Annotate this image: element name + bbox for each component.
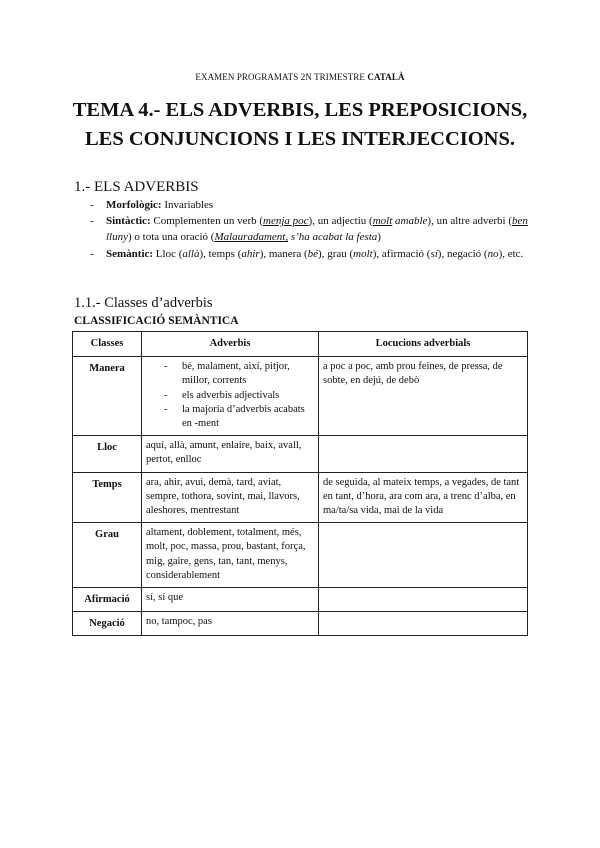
text-fragment: ), etc. xyxy=(498,247,524,260)
table-row-negacio xyxy=(73,612,528,636)
example-text: ahir xyxy=(241,247,260,260)
adverbs-cell: no, tampoc, pas xyxy=(142,612,319,636)
text-fragment: ), un altre adverbi ( xyxy=(427,215,513,228)
underlined-adverb: Malauradament, xyxy=(214,231,289,244)
page-title xyxy=(40,96,560,154)
class-cell: Temps xyxy=(73,472,142,523)
list-item: - la majoria d’adverbis acabats en -ment xyxy=(164,403,314,431)
underlined-adverb: molt xyxy=(372,215,393,228)
adverbs-cell: aquí, allà, amunt, enlaire, baix, avall, pertot, enlloc xyxy=(142,436,319,472)
locutions-cell xyxy=(319,523,528,588)
table-row-lloc xyxy=(73,436,528,472)
section-heading-adverbis: 1.- ELS ADVERBIS xyxy=(74,179,199,195)
example-text: menja poc xyxy=(263,215,309,228)
table-row-afirmacio xyxy=(73,588,528,612)
adverb-classes-table xyxy=(72,331,528,636)
list-item-sintactic xyxy=(90,213,530,245)
table-row-temps xyxy=(73,472,528,523)
list-item-semantic xyxy=(90,246,530,262)
title-line-2: LES CONJUNCIONS I LES INTERJECCIONS. xyxy=(84,128,516,150)
text-fragment: ), temps ( xyxy=(199,247,242,260)
list-item: - bé, malament, així, pitjor, millor, corrents xyxy=(164,360,314,388)
example-text: bé xyxy=(307,247,319,260)
table-row-manera xyxy=(73,357,528,436)
list-item: - els adverbis adjectivals xyxy=(164,389,314,403)
example-text: sí xyxy=(430,247,438,260)
column-header-adverbis: Adverbis xyxy=(142,332,319,357)
exam-header xyxy=(0,72,600,82)
text-fragment: ), un adjectiu ( xyxy=(308,215,373,228)
adverbs-cell xyxy=(142,357,319,436)
text-fragment: ), grau ( xyxy=(318,247,354,260)
locutions-cell xyxy=(319,588,528,612)
text-fragment: Lloc ( xyxy=(153,247,183,260)
class-cell: Negació xyxy=(73,612,142,636)
class-cell: Manera xyxy=(73,357,142,436)
adverbs-cell: sí, sí que xyxy=(142,588,319,612)
example-rest: lluny xyxy=(106,231,128,244)
class-cell: Lloc xyxy=(73,436,142,472)
text-morfologic: Invariables xyxy=(161,199,214,211)
text-fragment: ) xyxy=(377,231,381,244)
column-header-locucions: Locucions adverbials xyxy=(319,332,528,357)
table-header-row xyxy=(73,332,528,357)
text-fragment: ) o tota una oració ( xyxy=(128,231,215,244)
label-sintactic: Sintàctic: xyxy=(106,215,151,228)
adverb-properties-list xyxy=(90,197,530,262)
label-morfologic: Morfològic: xyxy=(106,199,162,211)
adverbs-cell: ara, ahir, avui, demà, tard, aviat, sempre, tothora, sovint, mai, llavors, aleshores, mentrestant xyxy=(142,472,319,523)
example-text: no xyxy=(487,247,499,260)
class-cell: Afirmació xyxy=(73,588,142,612)
list-item-morfologic xyxy=(90,197,530,213)
locutions-cell: de seguida, al mateix temps, a vegades, de tant en tant, d’hora, ara com ara, a trenc d’alba, en ma/ta/sa vida, mai de la vida xyxy=(319,472,528,523)
title-line-1: TEMA 4.- ELS ADVERBIS, LES PREPOSICIONS, xyxy=(72,99,528,121)
column-header-classes: Classes xyxy=(73,332,142,357)
class-cell: Grau xyxy=(73,523,142,588)
locutions-cell: a poc a poc, amb prou feines, de pressa, de sobte, en dejú, de debò xyxy=(319,357,528,436)
label-semantic: Semàntic: xyxy=(106,247,154,260)
adverbs-cell: altament, doblement, totalment, més, molt, poc, massa, prou, bastant, força, mig, gaire, gens, tan, tant, menys, considerablement xyxy=(142,523,319,588)
table-row-grau xyxy=(73,523,528,588)
example-rest: s’ha acabat la festa xyxy=(288,231,378,244)
example-text xyxy=(373,215,428,227)
text-fragment: ), negació ( xyxy=(437,247,488,260)
example-rest: amable xyxy=(392,215,428,228)
example-text xyxy=(214,231,377,243)
example-text: molt xyxy=(353,247,373,260)
example-text: allà xyxy=(182,247,200,260)
text-fragment: ), afirmació ( xyxy=(372,247,431,260)
exam-label: EXAMEN PROGRAMATS 2N TRIMESTRE xyxy=(195,72,365,82)
text-fragment: ), manera ( xyxy=(259,247,308,260)
text-fragment: Complementen un verb ( xyxy=(150,215,264,228)
adverbs-bullet-list xyxy=(146,360,314,431)
underlined-adverb: ben xyxy=(512,215,528,228)
locutions-cell xyxy=(319,612,528,636)
section-subheading-classificacio: CLASSIFICACIÓ SEMÀNTICA xyxy=(74,315,239,327)
locutions-cell xyxy=(319,436,528,472)
exam-subject: CATALÀ xyxy=(367,72,405,82)
section-heading-classes: 1.1.- Classes d’adverbis xyxy=(74,295,213,311)
